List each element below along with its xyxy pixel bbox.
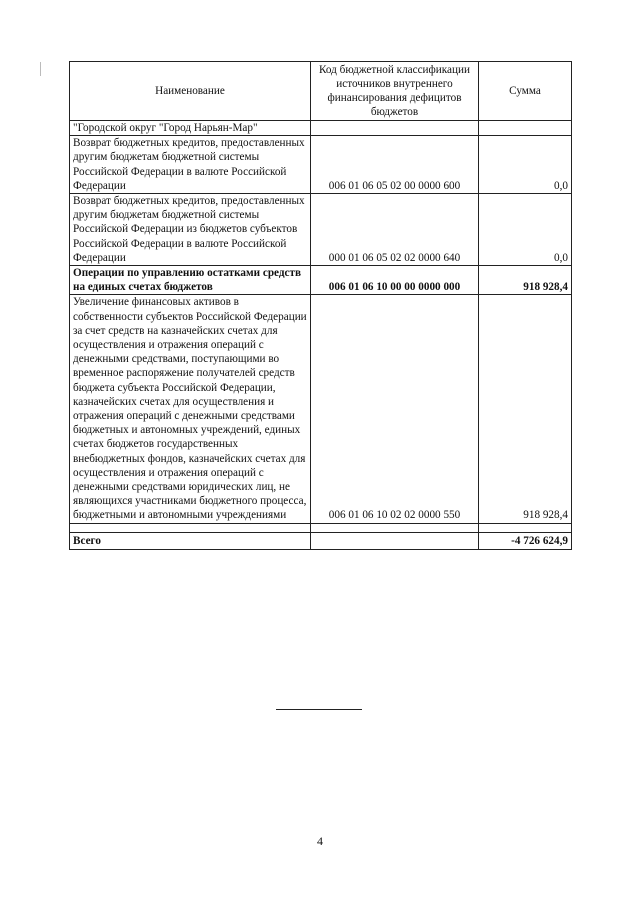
row-code: 006 01 06 05 02 00 0000 600 [311, 136, 479, 194]
page-number: 4 [317, 834, 323, 848]
total-label: Всего [70, 532, 311, 549]
table-row [70, 295, 572, 523]
row-code: 000 01 06 05 02 02 0000 640 [311, 194, 479, 266]
row-sum: 918 928,4 [479, 266, 572, 295]
table-row [70, 136, 572, 194]
table-row [70, 266, 572, 295]
row-sum: 0,0 [479, 136, 572, 194]
row-sum: 918 928,4 [479, 295, 572, 523]
table-row [70, 121, 572, 136]
row-code: 006 01 06 10 02 02 0000 550 [311, 295, 479, 523]
row-name: Возврат бюджетных кредитов, предоставленных другим бюджетам бюджетной системы Российской Федерации в валюте Российской Федерации [70, 136, 311, 194]
table-header-row [70, 62, 572, 121]
header-code: Код бюджетной классификации источников внутреннего финансирования дефицитов бюджетов [311, 62, 479, 121]
budget-sources-table [69, 61, 572, 550]
table-row [70, 194, 572, 266]
row-name: Увеличение финансовых активов в собственности субъектов Российской Федерации за счет средств на казначейских счетах для осуществления и отражения операций с денежными средствами, поступающими во временное распоряжение получателей средств бюджета субъекта Российской Федерации, казначейских счетах для осуществления и отражения операций с денежными средствами бюджетных и автономных учреждений, единых счетах бюджетов государственных внебюджетных фондов, казначейских счетах для осуществления и отражения операций с денежными средствами юридических лиц, не являющихся участниками бюджетного процесса, бюджетными и автономными учреждениями [70, 295, 311, 523]
row-name: Операции по управлению остатками средств на единых счетах бюджетов [70, 266, 311, 295]
spacer-row [70, 523, 572, 532]
margin-mark [40, 62, 41, 76]
total-code [311, 532, 479, 549]
row-code [311, 121, 479, 136]
header-sum: Сумма [479, 62, 572, 121]
total-row [70, 532, 572, 549]
separator-line [276, 709, 362, 710]
row-sum [479, 121, 572, 136]
total-sum: -4 726 624,9 [479, 532, 572, 549]
row-sum: 0,0 [479, 194, 572, 266]
row-name: Возврат бюджетных кредитов, предоставленных другим бюджетам бюджетной системы Российской Федерации из бюджетов субъектов Российской Федерации в валюте Российской Федерации [70, 194, 311, 266]
row-name: "Городской округ "Город Нарьян-Мар" [70, 121, 311, 136]
header-name: Наименование [70, 62, 311, 121]
row-code: 006 01 06 10 00 00 0000 000 [311, 266, 479, 295]
